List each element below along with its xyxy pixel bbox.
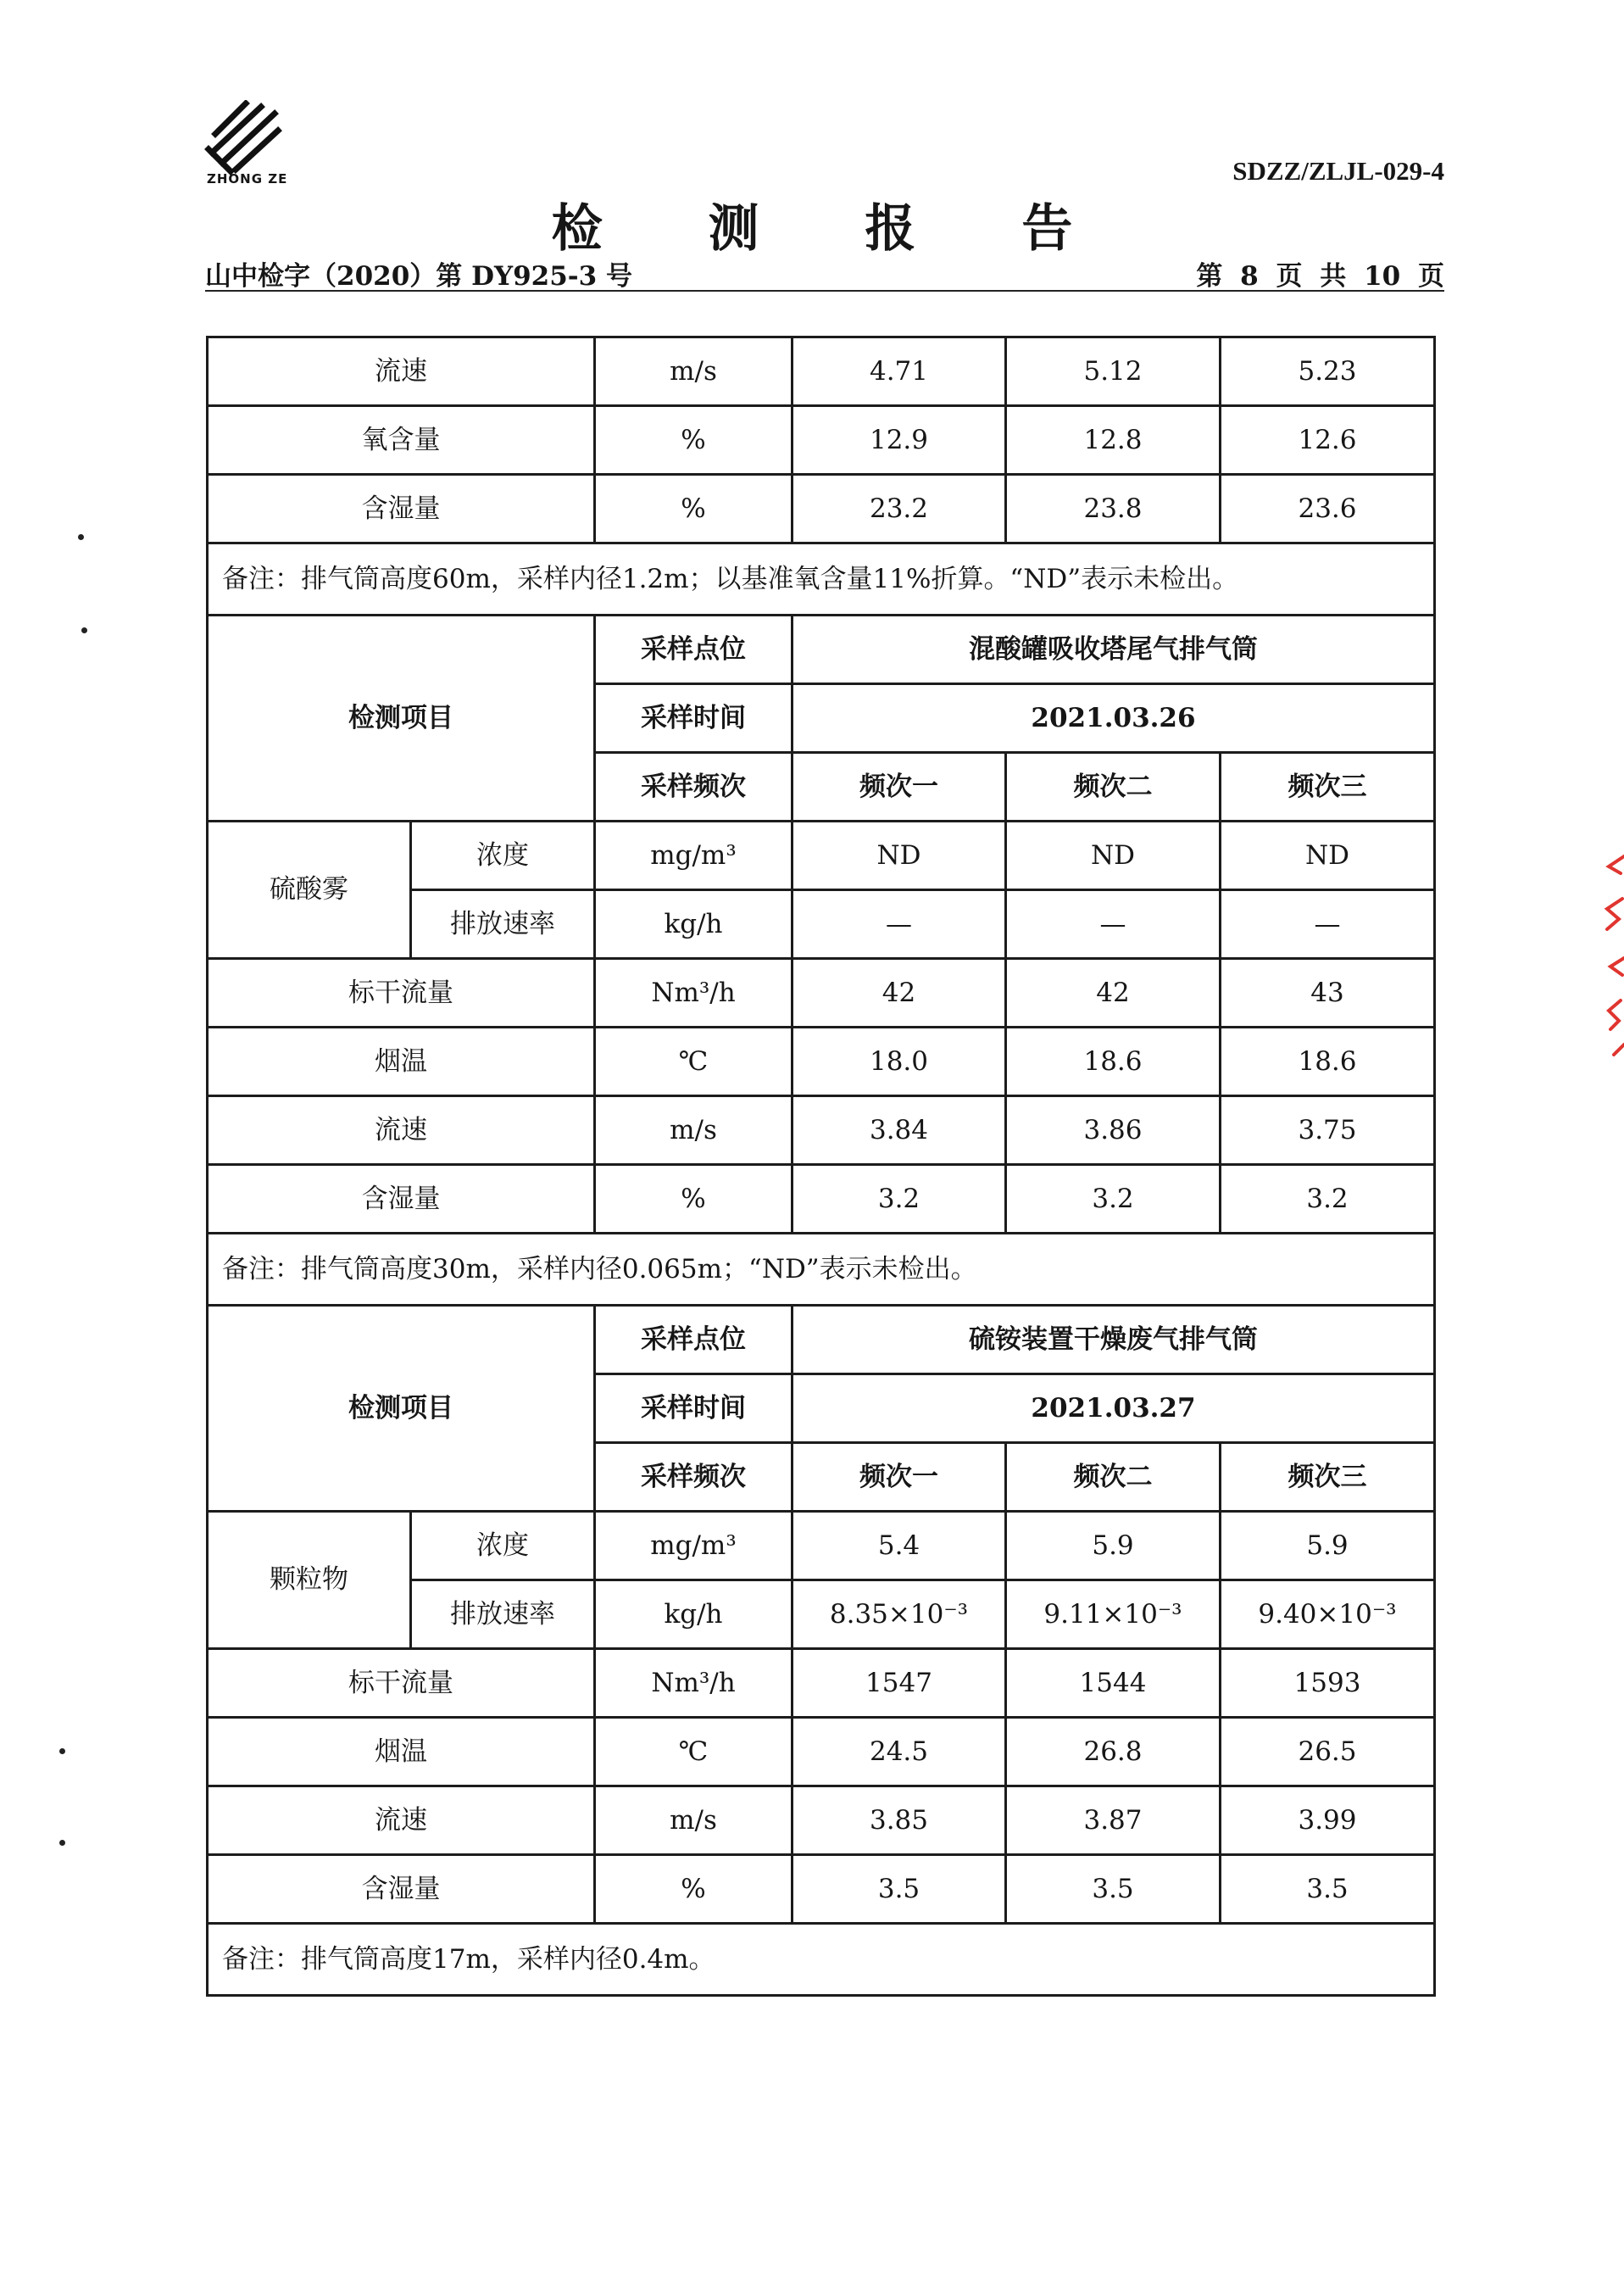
note-cell: 备注：排气筒高度30m，采样内径0.065m；“ND”表示未检出。 <box>208 1234 1435 1306</box>
value-cell: 3.2 <box>793 1165 1006 1234</box>
frequency-cell: 频次二 <box>1006 1443 1221 1512</box>
value-cell: 24.5 <box>793 1718 1006 1786</box>
value-cell: 43 <box>1221 959 1435 1028</box>
pollutant-cell: 颗粒物 <box>208 1512 411 1649</box>
table-row <box>208 959 1435 1028</box>
value-cell: 3.2 <box>1006 1165 1221 1234</box>
value-cell: 3.75 <box>1221 1096 1435 1165</box>
item-cell: 流速 <box>208 1786 595 1855</box>
value-cell: — <box>1221 890 1435 959</box>
label-cell: 采样频次 <box>595 753 793 822</box>
margin-mark <box>59 1840 65 1846</box>
item-header-cell: 检测项目 <box>208 1306 595 1512</box>
logo-text: ZHONG ZE <box>207 171 288 187</box>
value-cell: 1544 <box>1006 1649 1221 1718</box>
table-row <box>208 616 1435 684</box>
item-cell: 含湿量 <box>208 1165 595 1234</box>
unit-cell: ℃ <box>595 1028 793 1096</box>
table-row <box>208 406 1435 475</box>
item-cell: 浓度 <box>411 822 595 890</box>
unit-cell: m/s <box>595 1786 793 1855</box>
table-row <box>208 1512 1435 1580</box>
item-cell: 标干流量 <box>208 1649 595 1718</box>
report-title: 检 测 报 告 <box>551 199 1117 259</box>
document-code: SDZZ/ZLJL-029-4 <box>1232 156 1444 186</box>
unit-cell: % <box>595 406 793 475</box>
note-row <box>208 1234 1435 1306</box>
value-cell: 4.71 <box>793 337 1006 406</box>
value-cell: 23.6 <box>1221 475 1435 543</box>
red-seal-fragment <box>1602 848 1624 1060</box>
value-cell: 42 <box>1006 959 1221 1028</box>
value-cell: 5.23 <box>1221 337 1435 406</box>
value-cell: 3.86 <box>1006 1096 1221 1165</box>
value-cell: 12.6 <box>1221 406 1435 475</box>
item-cell: 含湿量 <box>208 475 595 543</box>
value-cell: — <box>1006 890 1221 959</box>
table-row <box>208 1165 1435 1234</box>
value-cell: 5.9 <box>1221 1512 1435 1580</box>
sampling-time-cell: 2021.03.27 <box>793 1374 1435 1443</box>
sampling-point-cell: 硫铵装置干燥废气排气筒 <box>793 1306 1435 1374</box>
value-cell: 18.0 <box>793 1028 1006 1096</box>
margin-mark <box>59 1748 65 1754</box>
value-cell: 3.5 <box>1221 1855 1435 1924</box>
value-cell: 42 <box>793 959 1006 1028</box>
unit-cell: % <box>595 1165 793 1234</box>
item-cell: 标干流量 <box>208 959 595 1028</box>
value-cell: 26.5 <box>1221 1718 1435 1786</box>
value-cell: 3.85 <box>793 1786 1006 1855</box>
value-cell: 1593 <box>1221 1649 1435 1718</box>
value-cell: 23.8 <box>1006 475 1221 543</box>
table-row <box>208 1786 1435 1855</box>
unit-cell: kg/h <box>595 890 793 959</box>
item-cell: 流速 <box>208 337 595 406</box>
table-row <box>208 475 1435 543</box>
frequency-cell: 频次一 <box>793 1443 1006 1512</box>
item-cell: 烟温 <box>208 1028 595 1096</box>
frequency-cell: 频次二 <box>1006 753 1221 822</box>
value-cell: 18.6 <box>1006 1028 1221 1096</box>
value-cell: 5.4 <box>793 1512 1006 1580</box>
label-cell: 采样频次 <box>595 1443 793 1512</box>
value-cell: 3.84 <box>793 1096 1006 1165</box>
value-cell: ND <box>1221 822 1435 890</box>
value-cell: 5.12 <box>1006 337 1221 406</box>
item-cell: 烟温 <box>208 1718 595 1786</box>
note-row <box>208 543 1435 616</box>
pollutant-cell: 硫酸雾 <box>208 822 411 959</box>
table-row <box>208 822 1435 890</box>
table-row <box>208 1306 1435 1374</box>
value-cell: 9.11×10⁻³ <box>1006 1580 1221 1649</box>
table-row <box>208 1718 1435 1786</box>
item-cell: 氧含量 <box>208 406 595 475</box>
unit-cell: % <box>595 475 793 543</box>
value-cell: 23.2 <box>793 475 1006 543</box>
frequency-cell: 频次一 <box>793 753 1006 822</box>
value-cell: 12.9 <box>793 406 1006 475</box>
value-cell: 8.35×10⁻³ <box>793 1580 1006 1649</box>
note-cell: 备注：排气筒高度60m，采样内径1.2m；以基准氧含量11%折算。“ND”表示未检出。 <box>208 543 1435 616</box>
item-cell: 流速 <box>208 1096 595 1165</box>
frequency-cell: 频次三 <box>1221 753 1435 822</box>
value-cell: 3.5 <box>793 1855 1006 1924</box>
unit-cell: m/s <box>595 1096 793 1165</box>
unit-cell: Nm³/h <box>595 1649 793 1718</box>
sampling-time-cell: 2021.03.26 <box>793 684 1435 753</box>
item-cell: 排放速率 <box>411 1580 595 1649</box>
sampling-point-cell: 混酸罐吸收塔尾气排气筒 <box>793 616 1435 684</box>
unit-cell: m/s <box>595 337 793 406</box>
value-cell: 5.9 <box>1006 1512 1221 1580</box>
unit-cell: kg/h <box>595 1580 793 1649</box>
report-number: 山中检字（2020）第 DY925-3 号 <box>205 261 633 292</box>
item-cell: 排放速率 <box>411 890 595 959</box>
value-cell: 3.2 <box>1221 1165 1435 1234</box>
table-row <box>208 1096 1435 1165</box>
report-table <box>206 336 1436 1997</box>
value-cell: — <box>793 890 1006 959</box>
item-header-cell: 检测项目 <box>208 616 595 822</box>
margin-mark <box>78 534 84 540</box>
table-row <box>208 1649 1435 1718</box>
label-cell: 采样点位 <box>595 1306 793 1374</box>
table-row <box>208 1028 1435 1096</box>
unit-cell: % <box>595 1855 793 1924</box>
unit-cell: mg/m³ <box>595 1512 793 1580</box>
value-cell: 9.40×10⁻³ <box>1221 1580 1435 1649</box>
value-cell: ND <box>793 822 1006 890</box>
unit-cell: mg/m³ <box>595 822 793 890</box>
note-cell: 备注：排气筒高度17m，采样内径0.4m。 <box>208 1924 1435 1996</box>
value-cell: ND <box>1006 822 1221 890</box>
value-cell: 3.87 <box>1006 1786 1221 1855</box>
table-row <box>208 1855 1435 1924</box>
table-row <box>208 337 1435 406</box>
page-number: 第 8 页 共 10 页 <box>1196 261 1444 292</box>
label-cell: 采样点位 <box>595 616 793 684</box>
frequency-cell: 频次三 <box>1221 1443 1435 1512</box>
unit-cell: Nm³/h <box>595 959 793 1028</box>
value-cell: 3.99 <box>1221 1786 1435 1855</box>
note-row <box>208 1924 1435 1996</box>
item-cell: 含湿量 <box>208 1855 595 1924</box>
value-cell: 26.8 <box>1006 1718 1221 1786</box>
unit-cell: ℃ <box>595 1718 793 1786</box>
value-cell: 18.6 <box>1221 1028 1435 1096</box>
value-cell: 1547 <box>793 1649 1006 1718</box>
label-cell: 采样时间 <box>595 1374 793 1443</box>
value-cell: 3.5 <box>1006 1855 1221 1924</box>
value-cell: 12.8 <box>1006 406 1221 475</box>
margin-mark <box>81 627 87 633</box>
item-cell: 浓度 <box>411 1512 595 1580</box>
label-cell: 采样时间 <box>595 684 793 753</box>
header-divider <box>205 290 1444 292</box>
